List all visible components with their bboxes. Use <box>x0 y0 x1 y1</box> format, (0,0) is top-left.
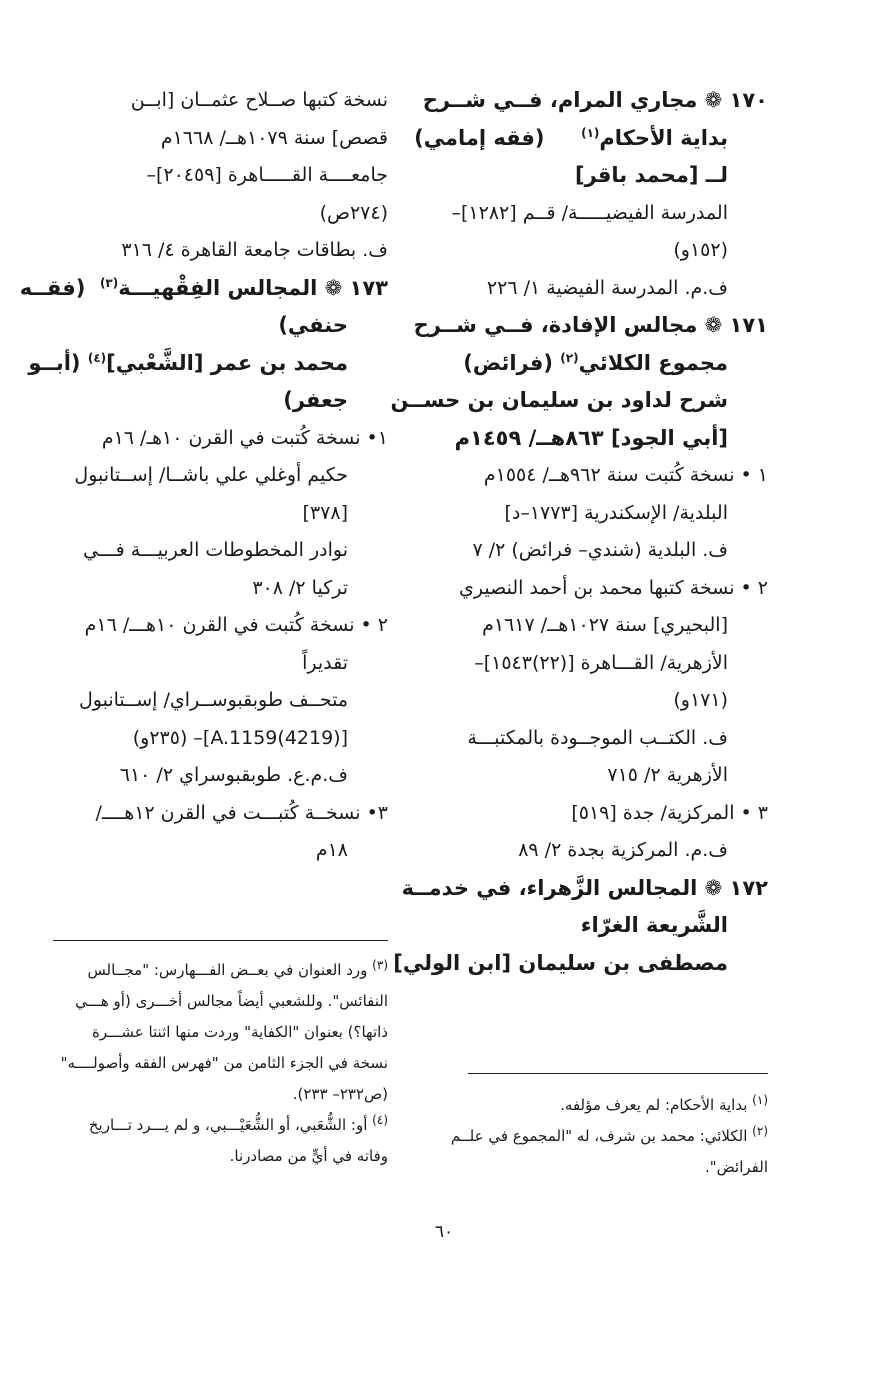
footnote-text: ذاتها؟) بعنوان "الكفاية" وردت منها اثنتا عشـــرة <box>92 1023 388 1041</box>
footnote-text: الفرائض". <box>705 1158 768 1176</box>
text-line <box>433 720 768 758</box>
line-text: حكيم أوغلي علي باشــا/ إســتانبول <box>74 464 348 486</box>
line-text: ف.م. المركزية بجدة ٢/ ٨٩ <box>518 839 728 861</box>
line-text: ١٨م <box>315 839 348 861</box>
text-line <box>433 345 768 383</box>
text-line <box>433 457 768 495</box>
text-line <box>433 682 768 720</box>
footnotes-right <box>433 1090 768 1183</box>
text-line <box>433 270 768 308</box>
page-number: ٦٠ <box>434 1222 454 1242</box>
line-text: جعفر) <box>283 388 348 412</box>
line-text: (١٥٢و) <box>673 239 728 261</box>
line-text: نوادر المخطوطات العربيـــة فـــي <box>83 539 348 561</box>
line-text: [(4219)A.1159]– (٢٣٥و) <box>132 726 348 749</box>
text-line <box>414 120 768 158</box>
footnote-line <box>53 986 388 1017</box>
text-line <box>433 420 768 458</box>
footnote-text: الكلائي: محمد بن شرف، له "المجموع في علــم <box>450 1127 753 1145</box>
text-line <box>53 195 388 233</box>
text-line <box>53 607 388 645</box>
text-line <box>53 570 388 608</box>
line-text: مصطفى بن سليمان [ابن الولي] <box>393 950 728 975</box>
right-column <box>390 82 768 982</box>
line-text: ٣• نسخــة كُتبـــت في القرن ١٢هــــ/ <box>95 801 388 824</box>
line-text: ١• نسخة كُتبت في القرن ١٠هـ/ ١٦م <box>101 426 388 449</box>
line-text: (٢٧٤ص) <box>319 201 388 224</box>
line-text: الشَّريعة الغرّاء <box>580 913 728 937</box>
text-line <box>433 232 768 270</box>
line-text: ١٧٣ ❁ المجالس الفِقْهيـــة <box>118 275 388 300</box>
line-text: مجموع الكلائي <box>578 350 728 375</box>
text-line <box>401 870 768 908</box>
line-text: حنفي) <box>278 313 348 337</box>
footnote-separator-right <box>468 1073 768 1074</box>
text-line <box>393 945 768 983</box>
text-line <box>433 757 768 795</box>
footnote-line <box>433 1121 768 1152</box>
text-line <box>53 457 388 495</box>
line-text: ف.م.ع. طوبقبوسراي ٢/ ٦١٠ <box>119 764 348 786</box>
footnote-line <box>53 1079 388 1110</box>
text-line <box>53 82 388 120</box>
text-line <box>53 532 388 570</box>
line-text-after: (فقــه <box>19 275 100 300</box>
line-text-after: (أبــو <box>28 350 88 375</box>
line-text: ١٧١ ❁ مجالس الإفادة، فــي شــرح <box>413 313 768 337</box>
footnote-line <box>53 1141 388 1172</box>
text-line <box>413 307 768 345</box>
text-line <box>433 532 768 570</box>
footnote-text: وفاته في أيٍّ من مصادرنا. <box>229 1147 388 1165</box>
footnote-number: (٤) <box>372 1113 388 1127</box>
line-text: جامعــــة القـــــاهرة [٢٠٤٥٩]– <box>146 164 388 186</box>
line-text: [أبي الجود] ٨٦٣هــ/ ١٤٥٩م <box>454 425 728 450</box>
text-line <box>53 795 388 833</box>
text-line <box>433 157 768 195</box>
line-text: نسخة كتبها صــلاح عثمــان [ابــن <box>130 89 388 111</box>
line-text: متحــف طوبقبوســراي/ إســتانبول <box>78 689 348 711</box>
text-line <box>53 832 388 870</box>
footnote-text: أو: الشُّعَبي، أو الشُّعَيْـــبي، و لم يـــرد تـــاريخ <box>88 1116 373 1134</box>
text-line <box>422 82 768 120</box>
text-line <box>53 757 388 795</box>
footnote-marker: (٣) <box>99 275 119 290</box>
text-line <box>28 345 388 383</box>
line-text-after: (فرائض) <box>463 350 561 375</box>
line-text: بداية الأحكام <box>599 125 728 150</box>
footnote-text: بداية الأحكام: لم يعرف مؤلفه. <box>560 1096 753 1114</box>
line-text: تقديراً <box>302 651 348 674</box>
text-line <box>53 720 388 758</box>
text-line <box>53 232 388 270</box>
line-text: ف. الكتــب الموجــودة بالمكتبـــة <box>467 726 728 749</box>
line-text: ٣ • المركزية/ جدة [٥١٩] <box>571 801 768 824</box>
text-line <box>53 382 388 420</box>
line-text: ف.م. المدرسة الفيضية ١/ ٢٢٦ <box>486 276 728 299</box>
line-text: البلدية/ الإسكندرية [١٧٧٣–د] <box>504 501 728 524</box>
footnote-line <box>53 1110 388 1141</box>
footnote-line <box>53 1017 388 1048</box>
line-text: [٣٧٨] <box>302 501 348 524</box>
line-text: محمد بن عمر [الشَّعْبي] <box>106 350 348 375</box>
text-line <box>433 907 768 945</box>
line-text: ٢ • نسخة كُتبت في القرن ١٠هـــ/ ١٦م <box>84 614 388 636</box>
footnote-marker: (١) <box>581 125 600 140</box>
text-line <box>53 157 388 195</box>
footnote-line <box>433 1152 768 1183</box>
line-text: الأزهرية/ القـــاهرة [(٢٢)١٥٤٣]– <box>474 651 728 674</box>
line-text-after: (فقه إمامي) <box>414 125 582 150</box>
text-line <box>390 382 768 420</box>
line-text: ف. البلدية (شندي– فرائض) ٢/ ٧ <box>472 539 728 561</box>
text-line <box>53 420 388 458</box>
text-line <box>433 570 768 608</box>
line-text: ١ • نسخة كُتبت سنة ٩٦٢هــ/ ١٥٥٤م <box>483 464 768 486</box>
line-text: ١٧٢ ❁ المجالس الزَّهراء، في خدمــة <box>401 875 768 900</box>
left-column <box>19 82 388 870</box>
footnote-separator-left <box>53 940 388 941</box>
line-text: [البحيري] سنة ١٠٢٧هــ/ ١٦١٧م <box>482 614 728 636</box>
text-line <box>53 495 388 533</box>
footnote-text: ورد العنوان في بعــض الفـــهارس: "مجــالس <box>87 961 373 979</box>
line-text: الأزهرية ٢/ ٧١٥ <box>607 764 728 786</box>
text-line <box>433 195 768 233</box>
text-line <box>53 682 388 720</box>
text-line <box>53 307 388 345</box>
text-line <box>433 832 768 870</box>
text-line <box>433 645 768 683</box>
line-text: ف. بطاقات جامعة القاهرة ٤/ ٣١٦ <box>121 239 388 261</box>
footnote-marker: (٢) <box>560 350 579 365</box>
text-line <box>53 120 388 158</box>
text-line <box>433 795 768 833</box>
footnote-text: النفائس". وللشعبي أيضاً مجالس أخـــرى (أو هـــي <box>75 992 388 1010</box>
line-text: ٢ • نسخة كتبها محمد بن أحمد النصيري <box>459 576 768 599</box>
footnote-text: نسخة في الجزء الثامن من "فهرس الفقه وأصولــــه" <box>60 1054 388 1072</box>
footnote-number: (١) <box>752 1093 768 1107</box>
line-text: تركيا ٢/ ٣٠٨ <box>252 576 348 599</box>
line-text: (١٧١و) <box>673 689 728 711</box>
footnote-number: (٣) <box>372 958 388 972</box>
line-text: شرح لداود بن سليمان بن حســن <box>390 388 728 412</box>
line-text: ١٧٠ ❁ مجاري المرام، فــي شــرح <box>422 88 768 112</box>
text-line <box>433 607 768 645</box>
text-line <box>433 495 768 533</box>
text-line <box>19 270 388 308</box>
footnote-text: (ص٢٣٢– ٢٣٣). <box>292 1085 388 1103</box>
footnote-line <box>433 1090 768 1121</box>
line-text: لــ [محمد باقر] <box>575 163 728 187</box>
line-text: قصص] سنة ١٠٧٩هــ/ ١٦٦٨م <box>160 126 388 149</box>
footnote-line <box>53 1048 388 1079</box>
footnote-line <box>53 955 388 986</box>
footnotes-left <box>53 955 388 1172</box>
text-line <box>53 645 388 683</box>
line-text: المدرسة الفيضيـــــة/ قــم [١٢٨٢]– <box>451 201 728 224</box>
footnote-number: (٢) <box>752 1124 768 1138</box>
footnote-marker: (٤) <box>87 350 107 365</box>
